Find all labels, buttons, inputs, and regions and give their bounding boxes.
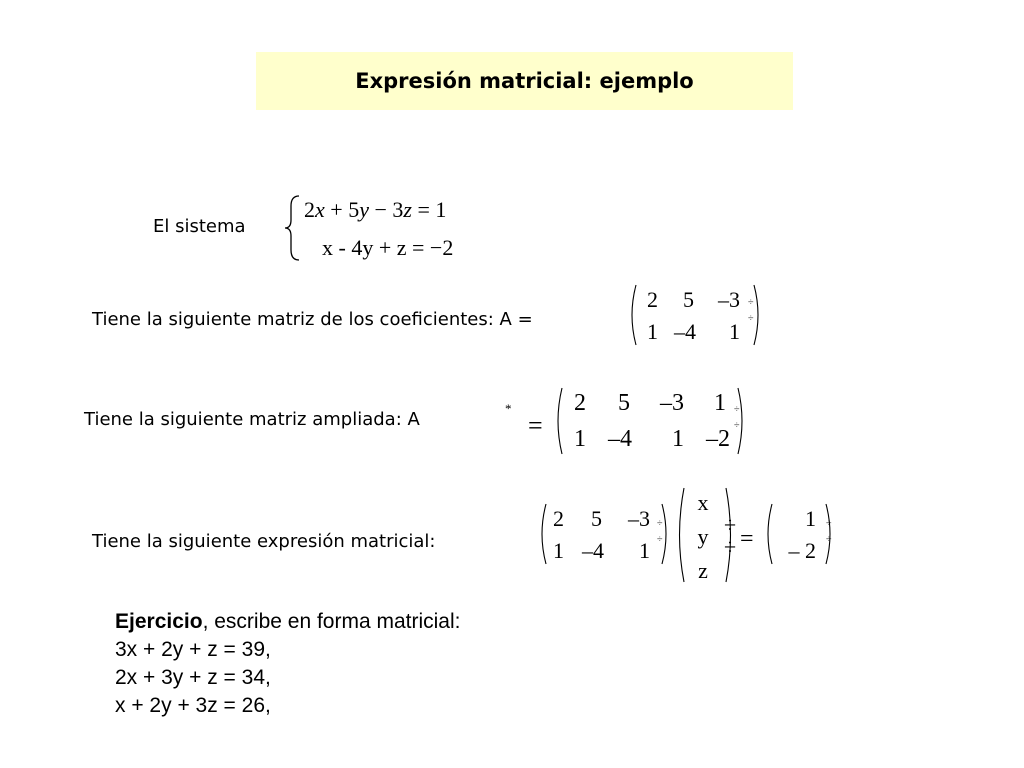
expr-equation <box>536 490 836 590</box>
coef-cell: –3 <box>718 287 740 312</box>
ampl-left-paren <box>552 386 564 456</box>
system-brace <box>283 194 303 262</box>
coef-cell: 1 <box>647 319 658 344</box>
ampl-cell: 2 <box>574 390 586 416</box>
expr-label: Tiene la siguiente expresión matricial: <box>92 531 436 552</box>
ampl-matrix <box>552 386 748 456</box>
coef-div-mark: ÷ <box>748 297 754 308</box>
expr-x-div-mark: ÷ <box>724 512 737 537</box>
title-text: Expresión matricial: ejemplo <box>355 69 694 93</box>
expr-var: y <box>697 524 709 549</box>
eq1-coef-z: 3 <box>392 197 404 222</box>
ampl-cell: 1 <box>714 390 726 416</box>
ampl-cell: –3 <box>660 390 684 416</box>
exercise-bold: Ejercicio <box>115 610 203 633</box>
eq1-var-x: x <box>315 197 325 222</box>
expr-a-cell: 1 <box>639 538 650 563</box>
system-label: El sistema <box>153 216 246 237</box>
expr-var: x <box>697 490 709 515</box>
eq1-rhs: 1 <box>435 197 447 222</box>
exercise-line: 3x + 2y + z = 39, <box>115 638 271 661</box>
coef-cell: –4 <box>674 319 696 344</box>
system-eq1 <box>304 197 446 223</box>
exercise-line: 2x + 3y + z = 34, <box>115 666 271 689</box>
expr-x-left-paren <box>674 486 686 584</box>
eq1-op1: + <box>330 197 343 222</box>
expr-a-cell: 1 <box>553 538 564 563</box>
ampl-equals: = <box>528 411 543 440</box>
expr-a-cell: –3 <box>628 506 650 531</box>
exercise-line: x + 2y + 3z = 26, <box>115 694 271 717</box>
expr-a-right-paren <box>660 502 672 566</box>
expr-b-div-mark: ÷ <box>826 518 832 529</box>
expr-b-cell: – 2 <box>788 538 816 563</box>
ampl-cell: –2 <box>706 426 730 452</box>
ampl-cell: 5 <box>618 390 630 416</box>
ampl-cell: –4 <box>608 426 632 452</box>
eq1-coef-y: 5 <box>348 197 360 222</box>
expr-x-right-paren <box>724 486 736 584</box>
ampl-cell: 1 <box>574 426 586 452</box>
expr-b-right-paren <box>824 502 836 566</box>
eq1-equals: = <box>417 197 430 222</box>
coef-cell: 2 <box>647 287 658 312</box>
exercise-block <box>115 608 460 720</box>
expr-b-div-mark: ÷ <box>826 534 832 545</box>
eq1-coef-x: 2 <box>304 197 315 222</box>
expr-a-cell: –4 <box>582 538 604 563</box>
coef-div-mark: ÷ <box>748 313 754 324</box>
ampl-div-mark: ÷ <box>734 404 740 415</box>
slide-title <box>256 52 793 110</box>
coef-left-paren <box>626 283 638 347</box>
coef-cell: 5 <box>683 287 694 312</box>
expr-x-div-mark: ÷ <box>724 534 737 559</box>
expr-a-cell: 5 <box>591 506 602 531</box>
eq1-op2: − <box>374 197 387 222</box>
system-eq2: x - 4y + z = −2 <box>322 235 454 260</box>
expr-a-cell: 2 <box>553 506 564 531</box>
expr-a-div-mark: ÷ <box>657 534 663 545</box>
coef-label: Tiene la siguiente matriz de los coeficientes: A = <box>92 309 533 330</box>
coef-right-paren <box>752 283 764 347</box>
ampl-right-paren <box>736 386 748 456</box>
expr-var: z <box>698 558 708 583</box>
ampl-cell: 1 <box>672 426 684 452</box>
coef-matrix <box>626 283 766 347</box>
eq1-var-z: z <box>403 197 412 222</box>
exercise-heading <box>115 608 460 636</box>
expr-equals: = <box>740 526 754 552</box>
ampl-div-mark: ÷ <box>734 420 740 431</box>
coef-cell: 1 <box>729 319 740 344</box>
expr-a-div-mark: ÷ <box>657 518 663 529</box>
exercise-instruction: , escribe en forma matricial: <box>202 610 461 633</box>
ampl-star: * <box>505 401 512 416</box>
ampl-label: Tiene la siguiente matriz ampliada: A <box>84 409 420 430</box>
eq1-var-y: y <box>359 197 369 222</box>
expr-b-cell: 1 <box>805 506 816 531</box>
